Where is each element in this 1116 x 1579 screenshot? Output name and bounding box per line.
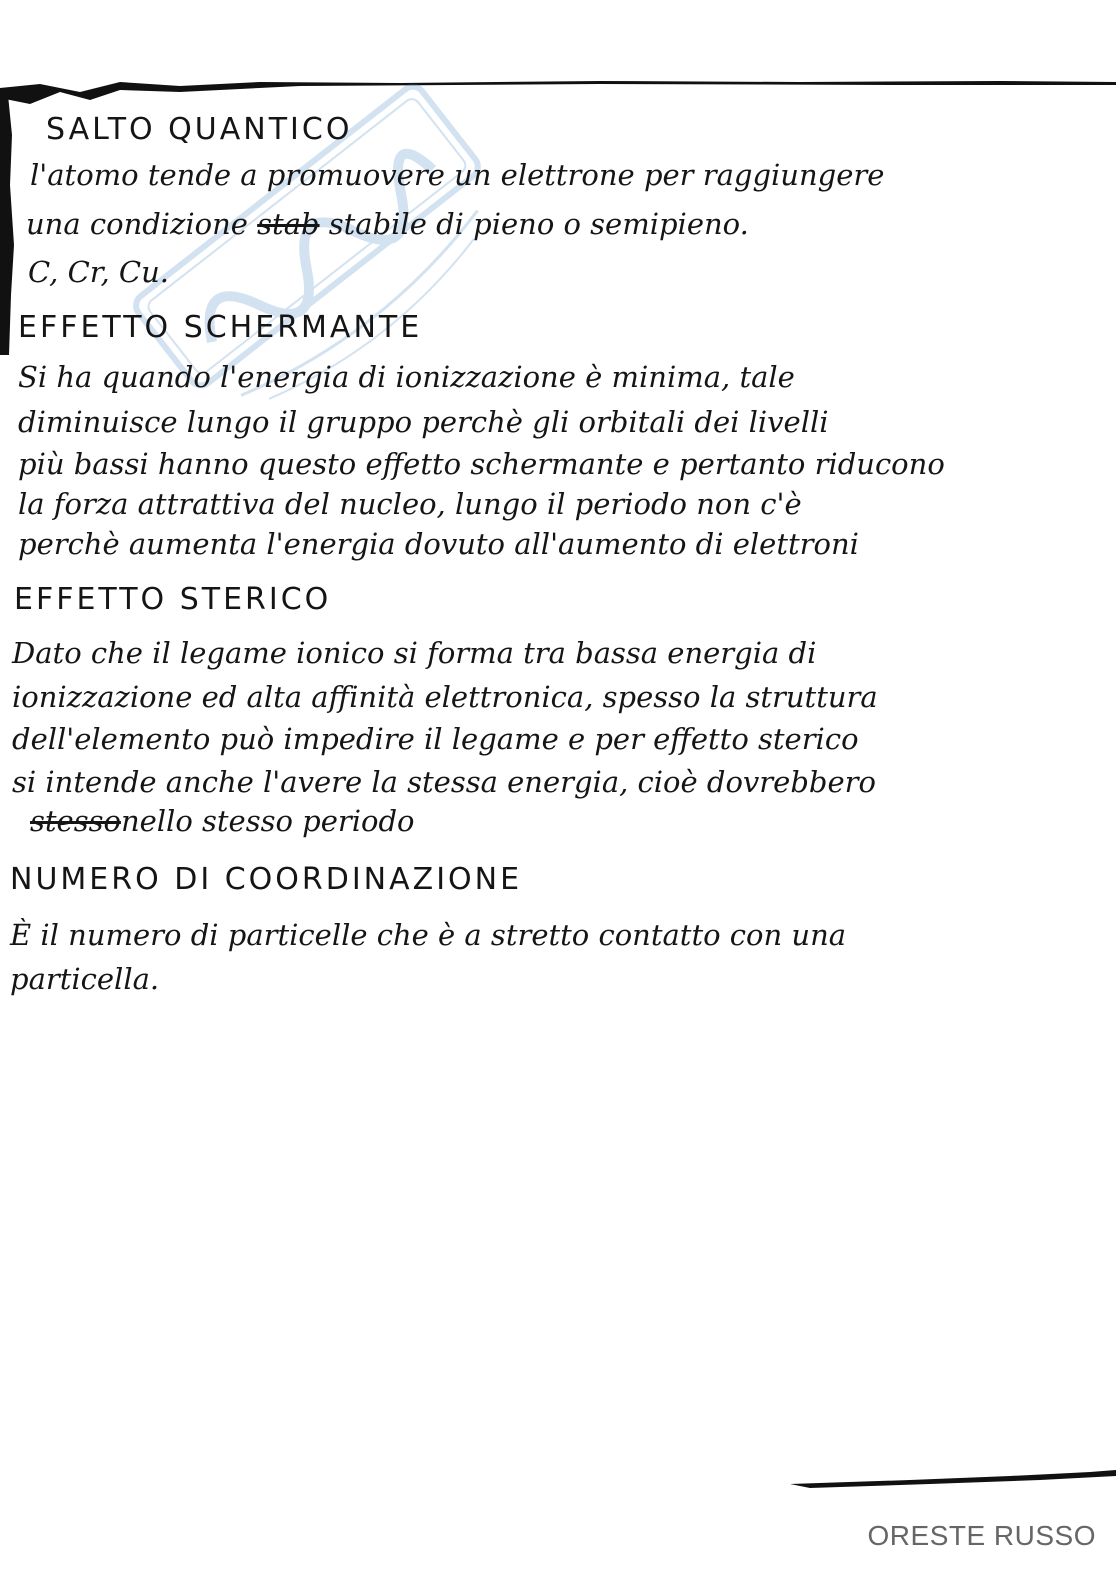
text-line: particella. [10,962,160,996]
text-segment: una condizione [26,207,258,241]
text-line: la forza attrattiva del nucleo, lungo il periodo non c'è [18,487,802,521]
text-line: più bassi hanno questo effetto schermante e pertanto riducono [18,447,945,481]
text-line: Dato che il legame ionico si forma tra bassa energia di [12,636,817,670]
text-line: C, Cr, Cu. [28,255,169,289]
text-line [26,207,749,241]
text-line: Si ha quando l'energia di ionizzazione è minima, tale [18,360,795,394]
text-line [30,804,415,838]
heading-salto-quantico: SALTO QUANTICO [46,112,353,147]
heading-numero-di-coordinazione: NUMERO DI COORDINAZIONE [10,862,523,897]
heading-effetto-schermante: EFFETTO SCHERMANTE [18,310,423,345]
text-line: dell'elemento può impedire il legame e per effetto sterico [12,722,859,756]
heading-effetto-sterico: EFFETTO STERICO [14,582,332,617]
text-line: l'atomo tende a promuovere un elettrone per raggiungere [30,158,885,192]
text-segment: stabile di pieno o semipieno. [319,207,749,241]
text-line: È il numero di particelle che è a stretto contatto con una [10,918,847,952]
struck-out-word: stesso [30,804,121,838]
text-line: si intende anche l'avere la stessa energia, cioè dovrebbero [12,765,876,799]
scan-edge-bottom [790,1462,1116,1492]
text-line: ionizzazione ed alta affinità elettronica, spesso la struttura [12,680,878,714]
text-line: diminuisce lungo il gruppo perchè gli orbitali dei livelli [18,405,829,439]
author-name: ORESTE RUSSO [867,1520,1096,1551]
text-segment: nello stesso periodo [120,804,415,838]
text-line: perchè aumenta l'energia dovuto all'aumento di elettroni [18,527,859,561]
struck-out-word: stab [257,207,320,241]
